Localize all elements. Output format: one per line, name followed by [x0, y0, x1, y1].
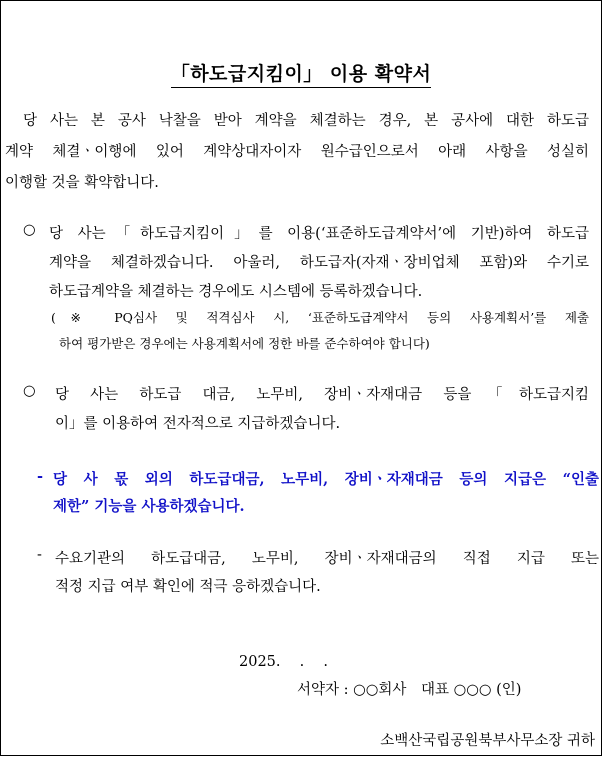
- intro-line-2: 계약 체결ㆍ이행에 있어 계약상대자이자 원수급인으로서 아래 사항을 성실히: [5, 144, 589, 160]
- addressee-line: 소백산국립공원북부사무소장 귀하: [380, 733, 595, 749]
- item1-bullet: ○: [23, 222, 36, 238]
- item2-line-2: 이」를 이용하여 전자적으로 지급하겠습니다.: [55, 416, 341, 432]
- item1-line-3: 하도급계약을 체결하는 경우에도 시스템에 등록하겠습니다.: [49, 284, 423, 300]
- item1-line-1: 당 사는「하도급지킴이」를 이용(‘표준하도급계약서’에 기반)하여 하도급: [49, 226, 589, 242]
- item2-bullet: ○: [23, 383, 36, 399]
- sub1-dash: -: [37, 468, 44, 485]
- signer-line: 서약자 : ○○회사 대표 ○○○ (인): [297, 682, 522, 698]
- intro-line-3: 이행할 것을 확약합니다.: [5, 175, 159, 191]
- item1-note-line-1: (※ PQ심사 및 적격심사 시, ‘표준하도급계약서 등의 사용계획서’를 제출: [51, 310, 589, 325]
- item1-line-2: 계약을 체결하겠습니다. 아울러, 하도급자(자재ㆍ장비업체 포함)와 수기로: [49, 255, 589, 271]
- item1-note-line-2: 하여 평가받은 경우에는 사용계획서에 정한 바를 준수하여야 합니다): [59, 336, 430, 351]
- document-title: [1, 59, 601, 86]
- date-line: 2025. . .: [239, 654, 328, 670]
- sub1-line-2: 제한” 기능을 사용하겠습니다.: [53, 498, 245, 515]
- sub1-line-1: 당 사 몫 외의 하도급대금, 노무비, 장비ㆍ자재대금 등의 지급은 “인출: [53, 471, 599, 488]
- sub2-line-2: 적정 지급 여부 확인에 적극 응하겠습니다.: [55, 579, 321, 595]
- item2-line-1: 당 사는 하도급 대금, 노무비, 장비ㆍ자재대금 등을「하도급지킴: [55, 387, 589, 403]
- sub2-dash: -: [37, 547, 42, 563]
- intro-line-1: 당 사는 본 공사 낙찰을 받아 계약을 체결하는 경우, 본 공사에 대한 하도급: [23, 113, 589, 129]
- title-text: 「하도급지킴이」 이용 확약서: [171, 63, 432, 88]
- sub2-line-1: 수요기관의 하도급대금, 노무비, 장비ㆍ자재대금의 직접 지급 또는: [55, 551, 599, 567]
